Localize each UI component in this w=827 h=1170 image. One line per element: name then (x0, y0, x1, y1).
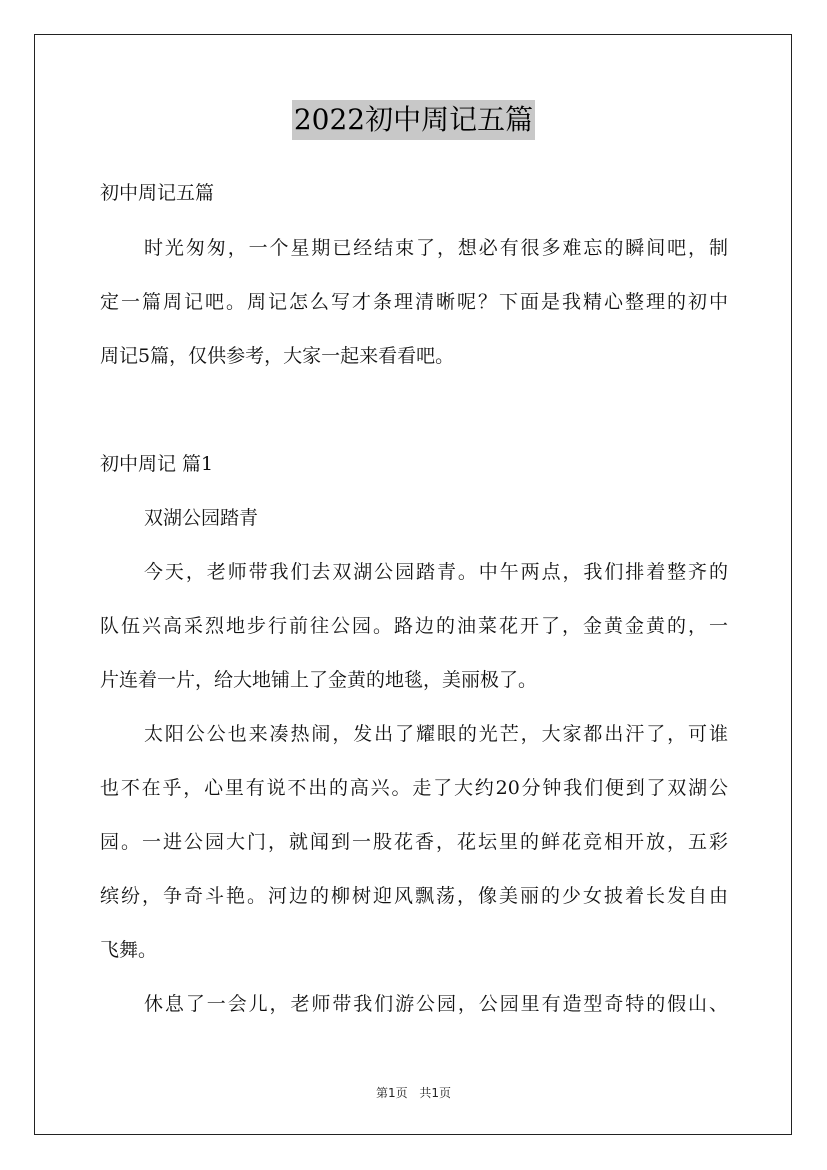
section-heading: 初中周记 篇1 (100, 453, 214, 475)
paragraph-line: 休息了一会儿，老师带我们游公园，公园里有造型奇特的假山、 (144, 993, 728, 1015)
page-total: 共1页 (419, 1086, 452, 1100)
paragraph-line: 时光匆匆，一个星期已经结束了，想必有很多难忘的瞬间吧，制 (144, 237, 728, 259)
page-footer (0, 1084, 827, 1101)
paragraph-line: 园。一进公园大门，就闻到一股花香，花坛里的鲜花竞相开放，五彩 (100, 831, 728, 853)
page-number: 第1页 (375, 1086, 408, 1100)
section-heading: 初中周记五篇 (100, 182, 215, 204)
paragraph-line: 周记5篇，仅供参考，大家一起来看看吧。 (100, 345, 455, 367)
paragraph-line: 定一篇周记吧。周记怎么写才条理清晰呢？下面是我精心整理的初中 (100, 291, 728, 313)
title-container (0, 100, 827, 140)
paragraph-line: 队伍兴高采烈地步行前往公园。路边的油菜花开了，金黄金黄的，一 (100, 615, 728, 637)
paragraph-line: 太阳公公也来凑热闹，发出了耀眼的光芒，大家都出汗了，可谁 (144, 723, 728, 745)
paragraph-line: 片连着一片，给大地铺上了金黄的地毯，美丽极了。 (100, 669, 538, 691)
paragraph-line: 今天，老师带我们去双湖公园踏青。中午两点，我们排着整齐的 (144, 561, 728, 583)
subtitle: 双湖公园踏青 (144, 507, 259, 529)
paragraph-line: 飞舞。 (100, 939, 158, 961)
paragraph-line: 也不在乎，心里有说不出的高兴。走了大约20分钟我们便到了双湖公 (100, 777, 728, 799)
paragraph-line: 缤纷，争奇斗艳。河边的柳树迎风飘荡，像美丽的少女披着长发自由 (100, 885, 728, 907)
document-title: 2022初中周记五篇 (292, 100, 535, 140)
